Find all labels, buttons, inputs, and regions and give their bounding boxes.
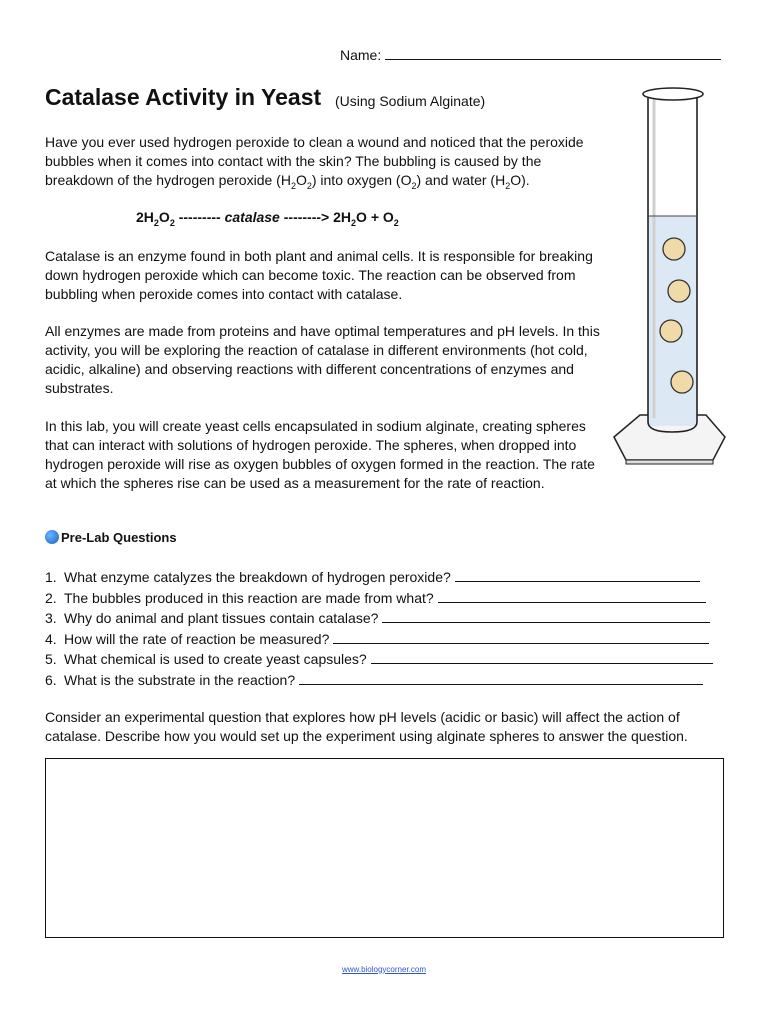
- answer-blank[interactable]: [382, 609, 710, 623]
- intro-paragraph: Have you ever used hydrogen peroxide to clean a wound and noticed that the peroxide bubbles when it comes into contact with the skin? The bubbling is caused by the breakdown of the hydrogen peroxide $(H_2O_2)$ into oxygen $(O_2)$ and water $(H_2O)$.: [45, 134, 584, 191]
- reaction-equation: $2H_2O_2$ --------- catalase --------> $2H_2O + O_2$: [136, 209, 399, 228]
- question-item: 1. What enzyme catalyzes the breakdown of hydrogen peroxide?: [45, 568, 713, 589]
- question-item: 6. What is the substrate in the reaction?: [45, 671, 713, 692]
- bullet-icon: [45, 530, 59, 544]
- question-item: 3. Why do animal and plant tissues contain catalase?: [45, 609, 713, 630]
- alginate-sphere: [671, 371, 693, 393]
- question-item: 2. The bubbles produced in this reaction are made from what?: [45, 589, 713, 610]
- answer-blank[interactable]: [333, 630, 709, 644]
- answer-blank[interactable]: [371, 650, 713, 664]
- enzyme-label: catalase: [224, 209, 280, 225]
- lab-paragraph: In this lab, you will create yeast cells encapsulated in sodium alginate, creating spheres that can interact with solutions of hydrogen peroxide. The spheres, when dropped into hydrogen peroxide will rise as oxygen bubbles of oxygen formed in the reaction. The rate at which the spheres rise can be used as a measurement for the rate of reaction.: [45, 418, 595, 491]
- page-subtitle: (Using Sodium Alginate): [335, 93, 486, 109]
- graduated-cylinder-illustration: [608, 82, 730, 472]
- name-blank-line[interactable]: [385, 45, 721, 60]
- question-item: 5. What chemical is used to create yeast capsules?: [45, 650, 713, 671]
- experiment-prompt: Consider an experimental question that explores how pH levels (acidic or basic) will affect the action of catalase. Describe how you would set up the experiment using alginate spheres to answer the question.: [45, 709, 688, 744]
- experiment-answer-box[interactable]: [45, 758, 724, 938]
- catalase-paragraph: Catalase is an enzyme found in both plant and animal cells. It is responsible for breaking down hydrogen peroxide which can become toxic. The reaction can be observed from bubbling when peroxide comes into contact with catalase.: [45, 248, 593, 302]
- answer-blank[interactable]: [438, 589, 706, 603]
- page-title: Catalase Activity in Yeast: [45, 84, 322, 110]
- alginate-sphere: [660, 320, 682, 342]
- answer-blank[interactable]: [455, 568, 700, 582]
- name-field[interactable]: [340, 45, 721, 63]
- alginate-sphere: [668, 280, 690, 302]
- prelab-heading: Pre-Lab Questions: [45, 530, 177, 545]
- alginate-sphere: [663, 238, 685, 260]
- name-label: Name:: [340, 47, 382, 63]
- answer-blank[interactable]: [299, 671, 703, 685]
- question-item: 4. How will the rate of reaction be measured?: [45, 630, 713, 651]
- footer-link[interactable]: www.biologycorner.com: [341, 965, 427, 974]
- prelab-question-list: [45, 568, 713, 691]
- enzymes-paragraph: All enzymes are made from proteins and have optimal temperatures and pH levels. In this activity, you will be exploring the reaction of catalase in different environments (hot cold, acidic, alkaline) and observing reactions with different concentrations of enzymes and substrates.: [45, 323, 600, 396]
